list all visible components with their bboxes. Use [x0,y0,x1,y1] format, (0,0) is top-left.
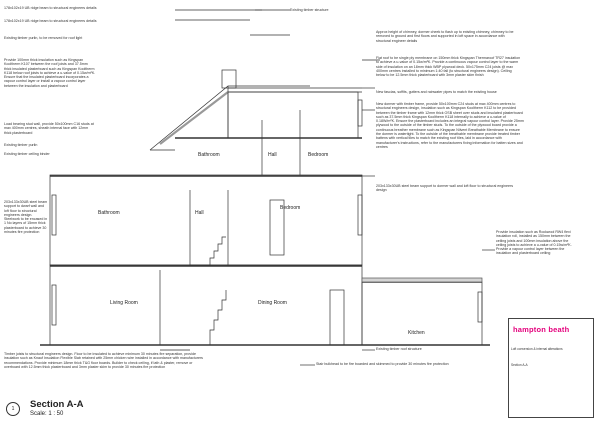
stair-lower [210,290,226,345]
room-label-dining-room: Dining Room [258,300,287,306]
roof-outline [150,86,310,150]
note-ridge-beam-2: 178x102x19 UB ridge beam to structural engineers details [4,19,97,23]
room-label-loft-bedroom: Bedroom [308,152,329,158]
note-steel-beam-left: 203x133x30UB steel beam support to dwarf wall and loft floor to structural engineers design. Steelwork to be encased in 1 No layers of 15mm thick plasterboard to achieve 30 minutes fire protection [4,200,48,235]
note-timber-joists: Timber joists to structural engineers design. Floor to be insulated to achieve minimum 30 minutes fire separation, provide insulation such as Knauf Insulation Flexible Slab retained with 25mm chicken wire installed in accordance with manufacturers recommendations. Provide minimum 18mm thick T&G floor boards. Builder to check ceiling, if lath & plaster, remove or overboard with 12.5mm thick plasterboard and 3mm plaster skim to provide 30 minutes fire protection [4,352,203,369]
room-label-loft-bathroom: Bathroom [198,152,220,158]
note-existing-structure: Existing timber structure [290,8,329,12]
window [52,285,56,325]
dormer-frame [228,92,358,138]
extension-insulation [362,278,482,282]
note-ceiling-binder: Existing timber ceiling binder [4,152,50,156]
room-label-living-room: Living Room [110,300,138,306]
note-steel-beam-right: 203x133x30UB steel beam support to dormer wall and loft floor to structural engineers design [376,184,514,193]
note-roof-insulation: Provide 100mm thick insulation such as Kingspan Kooltherm K107 between the roof joists and 37.5mm thick insulated plasterboard such as Kingspan Kooltherm K118 below roof joists to achieve a u-value of 0.15w/m²K. Ensure that the insulated plasterboard incorporates a vapour control layer or install a vapour control layer between the insulation and plasterboard [4,58,96,88]
note-stud-wall: Load bearing stud wall, provide 50x100mm C16 studs at max 400mm centres, sheath internal face with 12mm thick plasterboard [4,122,94,135]
note-ridge-beam-1: 178x102x19 UB ridge beam to structural engineers details [4,6,97,10]
section-scale: Scale: 1 : 50 [30,411,64,417]
section-number: 1 [6,402,20,416]
stair-upper [190,237,226,265]
company-logo: hampton beath [513,325,570,334]
note-existing-purlin: Existing timber purlin [4,143,38,147]
note-flat-roof: Flat roof to be single ply membrane on 150mm thick Kingspan Thermaroof TR27 insulation to achieve a u-value of 0.15w/m²K. Provide a continuous vapour control layer to the warm side of insulation on an 18mm thick WBP plywood deck. 50x175mm C24 joists @ max 400mm centres installed to minimum 1:40 fall (to structural engineers design). Ceiling below to be 12.5mm thick plasterboard with 3mm plaster skim finish [376,56,521,78]
window [52,195,56,235]
first-floor-outline [50,175,362,265]
room-label-kitchen: Kitchen [408,330,425,336]
window [358,195,362,235]
note-chimney: Approx height of chimney, dormer cheek to flash up to existing chimney, chimney to be removed to ground and first floors and supported in loft space in accordance with structural engineer details [376,30,514,43]
window [478,292,482,322]
note-dormer: New dormer with timber frame, provide 50x100mm C24 studs at max 400mm centres to structural engineers design, insulation such as Kingspan Kooltherm K112 to be provided between the timber frame with 12mm thick OSB sheet over studs and insulated plasterboard such as 37.5mm thick Kingspan Kooltherm K118 internally to achieve a u-value of 0.18W/m²K. Ensure the plasterboard includes an integral vapour control layer. Provide 25mm plywood to the outside of the timber studs. To the outside of the plywood board provide a continuous breather membrane such as Kingspan Nilvent Breathable Membrane to ensure the dormer is watertight. To the outside of the breathable membrane provide treated timber battens with vertical tiles to match the existing roof tiles, laid in accordance with manufacturer's instructions, refer to the manufacturers fixing information for batten sizes and centres [376,102,524,149]
note-purlin-removed: Existing timber purlin, to be removed for roof light [4,36,83,40]
note-fascias: New fascias, soffits, gutters and rainwater pipes to match the existing house [376,90,497,94]
room-label-loft-hall: Hall [268,152,277,158]
room-label-first-hall: Hall [195,210,204,216]
title-block [508,318,594,418]
note-rockwool: Provide insulation such as Rockwool RW4 flexi insulation roll, installed as 150mm between the ceiling joists and 100mm insulation above the ceiling joists to achieve a u-value of 0.15w/m²K. Provide a vapour control layer between the insulation and plasterboard ceiling [496,230,572,256]
door [330,290,344,345]
roof-insulation [160,92,228,144]
project-name: Loft conversion & internal alterations [511,347,563,351]
drawing-name: Section A-A [511,363,528,367]
chimney [222,70,236,88]
room-label-first-bathroom: Bathroom [98,210,120,216]
note-roof-structure: Existing timber roof structure [376,347,422,351]
ground-floor-outline [50,265,362,345]
note-stair-bulkhead: Stair bulkhead to be fire boarded and skimmed to provide 30 minutes fire protection [316,362,449,366]
window [358,100,362,126]
section-title: Section A-A [30,399,84,410]
room-label-first-bedroom: Bedroom [280,205,301,211]
